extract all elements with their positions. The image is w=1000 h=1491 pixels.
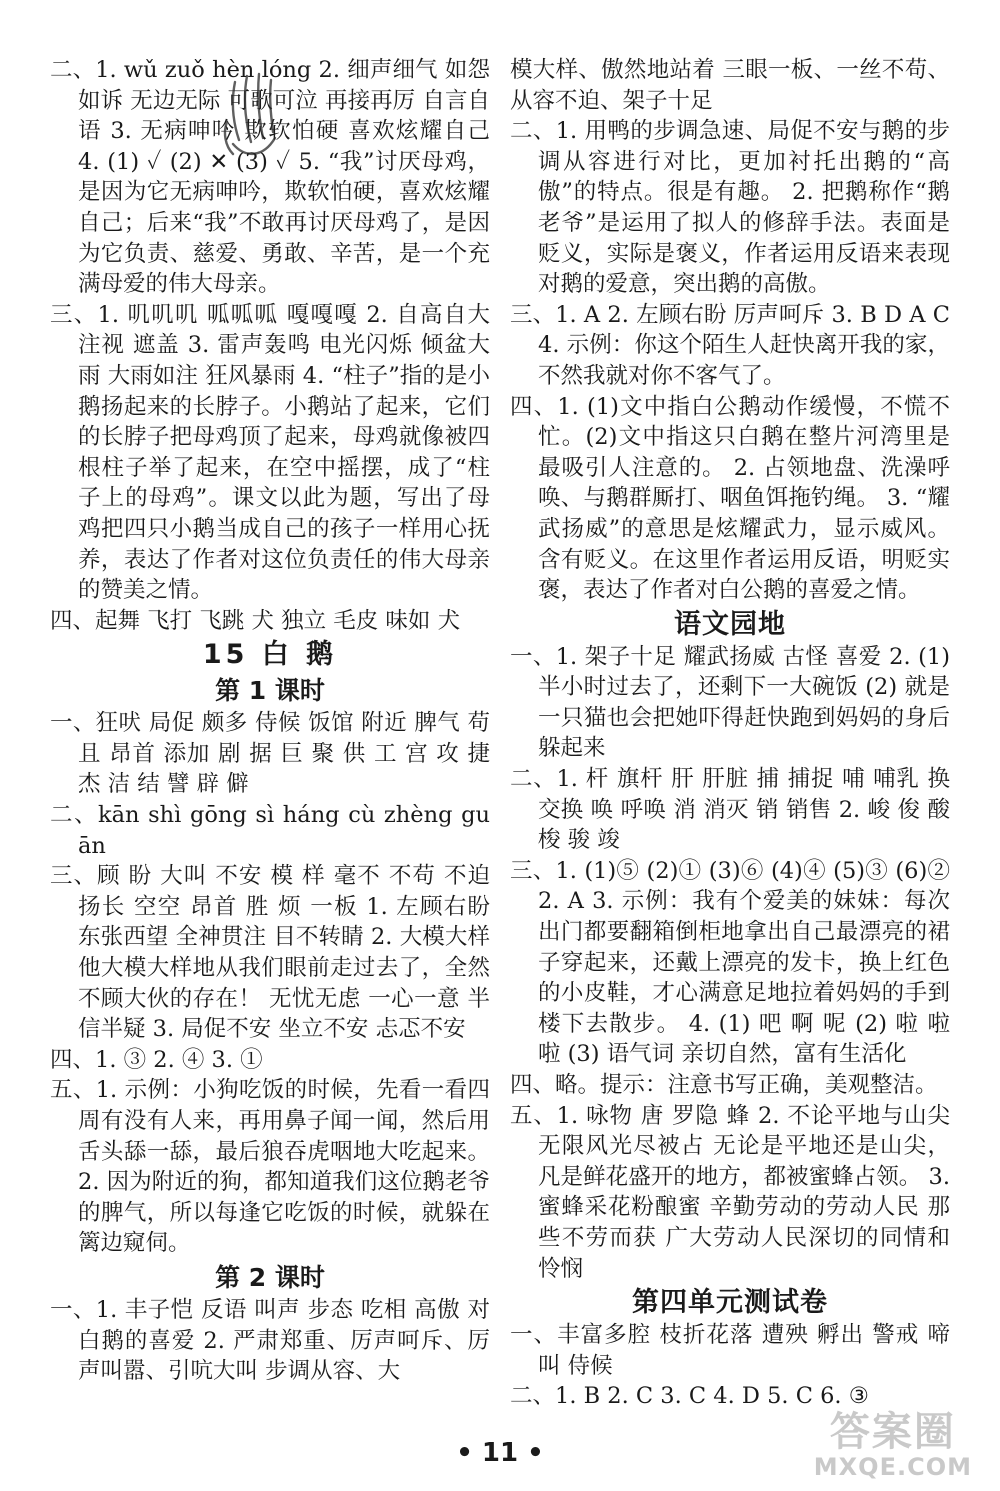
- right-section-heading: 第四单元测试卷: [632, 1287, 828, 1319]
- left-answer-paragraph: 四、1. ③ 2. ④ 3. ①: [50, 1046, 263, 1073]
- left-section-heading: 第 1 课时: [215, 676, 325, 706]
- page-number: • 11 •: [456, 1438, 544, 1468]
- left-answer-paragraph: 四、起舞 飞打 飞跳 犬 独立 毛皮 味如 犬: [50, 607, 461, 634]
- ink-stamp-mark: [205, 62, 295, 180]
- left-answer-paragraph: 二、kān shì gōng sì háng cù zhèng guān: [50, 802, 490, 859]
- right-answer-paragraph: 一、丰富多腔 枝折花落 遭殃 孵出 警戒 啼叫 侍候: [510, 1322, 950, 1379]
- right-answer-paragraph: 三、1. A 2. 左顾右盼 厉声呵斥 3. B D A C 4. 示例：你这个陌生人赶快离开我的家，不然我就对你不客气了。: [510, 301, 950, 389]
- right-answer-paragraph: 三、1. (1)⑤ (2)① (3)⑥ (4)④ (5)③ (6)② 2. A 3. 示例：我有个爱美的妹妹：每次出门都要翻箱倒柜地拿出自己最漂亮的裙子穿起来，还戴上漂亮的发卡，换上红色的小皮鞋，才心满意足地拉着妈妈的手到楼下去散步。 4. (1) 吧 啊 呢 (2) 啦 啦 啦 (3) 语气词 亲切自然，富有生活化: [510, 857, 950, 1068]
- right-answer-paragraph: 二、1. 用鸭的步调急速、局促不安与鹅的步调从容进行对比，更加衬托出鹅的“高傲”的特点。很是有趣。 2. 把鹅称作“鹅老爷”是运用了拟人的修辞手法。表面是贬义，实际是褒义，作者运用反语来表现对鹅的爱意，突出鹅的高傲。: [510, 118, 950, 298]
- right-answer-paragraph: 二、1. 杆 旗杆 肝 肝脏 捕 捕捉 哺 哺乳 换 交换 唤 呼唤 消 消灭 销 销售 2. 峻 俊 酸 梭 骏 竣: [510, 766, 950, 854]
- watermark-url-text: MXQE.COM: [813, 1453, 972, 1481]
- right-answer-paragraph: 四、略。提示：注意书写正确，美观整洁。: [510, 1072, 938, 1098]
- watermark: [814, 1410, 972, 1480]
- right-continued-paragraph: 模大样、傲然地站着 三眼一板、一丝不苟、从容不迫、架子十足: [510, 57, 950, 114]
- right-answer-paragraph: 一、1. 架子十足 耀武扬威 古怪 喜爱 2. (1) 半小时过去了，还剩下一大碗饭 (2) 就是一只猫也会把她吓得赶快跑到妈妈的身后躲起来: [510, 643, 950, 762]
- left-answer-paragraph: 五、1. 示例：小狗吃饭的时候，先看一看四周有没有人来，再用鼻子闻一闻，然后用舌头舔一舔，最后狼吞虎咽地大吃起来。 2. 因为附近的狗，都知道我们这位鹅老爷的脾气，所以每逢它吃饭的时候，就躲在篱边窥伺。: [50, 1077, 490, 1257]
- left-answer-paragraph: 一、狂吠 局促 颇多 侍候 饭馆 附近 脾气 苟且 昂首 添加 剧 据 巨 聚 供 工 宫 攻 捷 杰 洁 结 譬 辟 僻: [50, 710, 490, 798]
- left-answer-paragraph: 三、1. 叽叽叽 呱呱呱 嘎嘎嘎 2. 自高自大 注视 遮盖 3. 雷声轰鸣 电光闪烁 倾盆大雨 大雨如注 狂风暴雨 4. “柱子”指的是小鹅扬起来的长脖子。小鹅站了起来，它们的长脖子把母鸡顶了起来，母鸡就像被四根柱子举了起来，在空中摇摆，成了“柱子上的母鸡”。课文以此为题，写出了母鸡把四只小鹅当成自己的孩子一样用心抚养，表达了作者对这位负责任的伟大母亲的赞美之情。: [50, 301, 490, 604]
- right-answer-paragraph: 五、1. 咏物 唐 罗隐 蜂 2. 不论平地与山尖 无限风光尽被占 无论是平地还是山尖，凡是鲜花盛开的地方，都被蜜蜂占领。 3. 蜜蜂采花粉酿蜜 辛勤劳动的劳动人民 那些不劳而获 广大劳动人民深切的同情和怜悯: [510, 1102, 950, 1282]
- right-column: [510, 55, 950, 1412]
- left-answer-paragraph: 三、顾 盼 大叫 不安 模 样 毫不 不苟 不迫 扬长 空空 昂首 胜 烦 一板 1. 左顾右盼 东张西望 全神贯注 目不转睛 2. 大模大样 他大模大样地从我们眼前走过去了，全然不顾大伙的存在！ 无忧无虑 一心一意 半信半疑 3. 局促不安 坐立不安 忐忑不安: [50, 863, 490, 1043]
- left-section-heading: 15 白 鹅: [202, 639, 338, 671]
- right-section-heading: 语文园地: [674, 608, 786, 640]
- watermark-logo-text: 答案圈: [829, 1409, 956, 1455]
- left-section-heading: 第 2 课时: [215, 1262, 325, 1292]
- left-answer-paragraph: 一、1. 丰子恺 反语 叫声 步态 吃相 高傲 对白鹅的喜爱 2. 严肃郑重、厉声呵斥、厉声叫嚣、引吭大叫 步调从容、大: [50, 1296, 490, 1385]
- left-answer-paragraph: 二、1. wǔ zuǒ hèn lóng 2. 细声细气 如怨如诉 无边无际 可歌可泣 再接再厉 自言自语 3. 无病呻吟 欺软怕硬 喜欢炫耀自己 4. (1) ✓ (2) ✕ (3) ✓ 5. “我”讨厌母鸡，是因为它无病呻吟，欺软怕硬，喜欢炫耀自己；后来“我”不敢再讨厌母鸡了，是因为它负责、慈爱、勇敢、辛苦，是一个充满母爱的伟大母亲。: [50, 57, 490, 298]
- left-column: [50, 55, 490, 1387]
- right-answer-paragraph: 四、1. (1)文中指白公鹅动作缓慢，不慌不忙。(2)文中指这只白鹅在整片河湾里是最吸引人注意的。 2. 占领地盘、洗澡呼唤、与鹅群厮打、咽鱼饵拖钓绳。 3. “耀武扬威”的意思是炫耀武力，显示威风。含有贬义。在这里作者运用反语，明贬实褒，表达了作者对白公鹅的喜爱之情。: [510, 393, 950, 604]
- right-answer-paragraph: 二、1. B 2. C 3. C 4. D 5. C 6. ③: [510, 1383, 869, 1410]
